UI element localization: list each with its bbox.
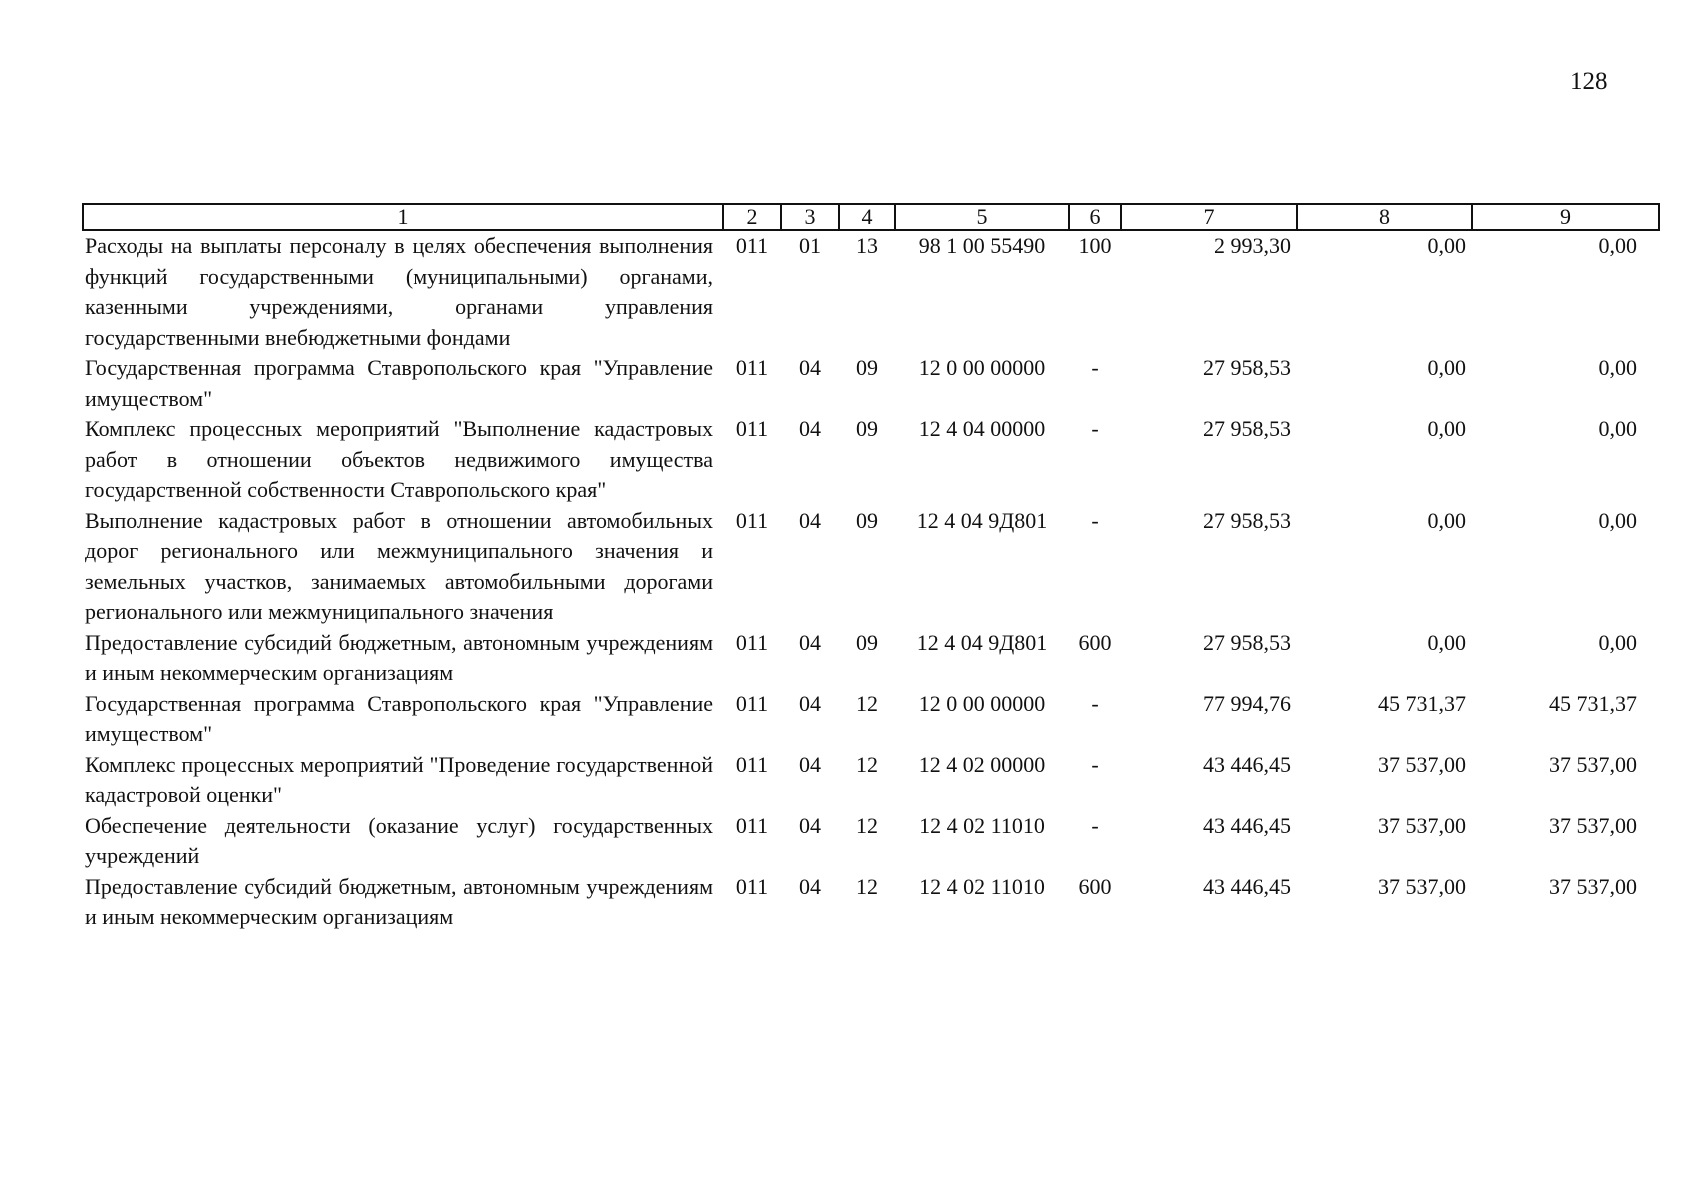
table-row [83, 811, 1659, 872]
row-name: Выполнение кадастровых работ в отношении автомобильных дорог регионального или межмуниципального значения и земельных участков, занимаемых автомобильными дорогами регионального или межмуниципального значения [85, 507, 713, 624]
cell-col5: 12 4 02 11010 [919, 812, 1045, 838]
cell-col8: 0,00 [1427, 416, 1466, 441]
cell-col6: 600 [1078, 873, 1112, 899]
row-name: Предоставление субсидий бюджетным, автономным учреждениям и иным некоммерческим организациям [85, 873, 713, 929]
cell-col7: 27 958,53 [1203, 629, 1291, 655]
cell-col6: - [1091, 355, 1099, 380]
cell-col7: 77 994,76 [1203, 690, 1291, 716]
cell-col2: 011 [735, 751, 769, 777]
column-header: 4 [839, 204, 895, 230]
cell-col7: 43 446,45 [1203, 751, 1291, 777]
column-header: 6 [1069, 204, 1121, 230]
cell-col7: 27 958,53 [1203, 507, 1291, 533]
cell-col9: 37 537,00 [1549, 812, 1637, 838]
cell-col3: 04 [799, 873, 821, 899]
cell-col5: 12 0 00 00000 [918, 355, 1046, 380]
cell-col7: 27 958,53 [1203, 355, 1291, 380]
cell-col4: 12 [856, 812, 878, 838]
cell-col7: 43 446,45 [1203, 812, 1291, 838]
table-header-row [83, 204, 1659, 230]
cell-col8: 0,00 [1427, 507, 1466, 533]
cell-col7: 43 446,45 [1203, 873, 1291, 899]
cell-col2: 011 [735, 690, 769, 716]
cell-col5: 12 4 04 9Д801 [916, 507, 1048, 533]
table-row [83, 506, 1659, 628]
table-row [83, 750, 1659, 811]
cell-col9: 0,00 [1598, 355, 1637, 380]
table-body [83, 230, 1659, 933]
cell-col4: 12 [856, 873, 878, 899]
cell-col5: 12 4 02 00000 [918, 751, 1046, 777]
cell-col7: 2 993,30 [1214, 233, 1291, 258]
table-row [83, 230, 1659, 353]
cell-col3: 04 [799, 355, 821, 380]
cell-col3: 04 [799, 751, 821, 777]
cell-col2: 011 [735, 416, 769, 441]
cell-col4: 13 [856, 233, 878, 258]
cell-col3: 04 [799, 416, 821, 441]
cell-col7: 27 958,53 [1203, 416, 1291, 441]
cell-col8: 37 537,00 [1378, 812, 1466, 838]
cell-col2: 011 [735, 812, 769, 838]
cell-col6: 100 [1078, 233, 1112, 258]
cell-col9: 45 731,37 [1549, 690, 1637, 716]
cell-col3: 01 [799, 233, 821, 258]
cell-col3: 04 [799, 690, 821, 716]
budget-table [82, 203, 1660, 933]
cell-col9: 37 537,00 [1549, 873, 1637, 899]
cell-col5: 12 4 02 11010 [919, 873, 1045, 899]
cell-col5: 12 4 04 00000 [918, 416, 1046, 441]
cell-col9: 0,00 [1598, 629, 1637, 655]
cell-col4: 12 [856, 751, 878, 777]
cell-col3: 04 [799, 812, 821, 838]
cell-col6: - [1091, 812, 1099, 838]
cell-col3: 04 [799, 629, 821, 655]
row-name: Государственная программа Ставропольского края "Управление имуществом" [85, 355, 713, 411]
row-name: Предоставление субсидий бюджетным, автономным учреждениям и иным некоммерческим организациям [85, 629, 713, 685]
cell-col4: 09 [856, 355, 878, 380]
cell-col5: 12 4 04 9Д801 [916, 629, 1048, 655]
cell-col6: - [1091, 690, 1099, 716]
cell-col5: 12 0 00 00000 [918, 690, 1046, 716]
cell-col3: 04 [799, 507, 821, 533]
table-row [83, 689, 1659, 750]
row-name: Обеспечение деятельности (оказание услуг) государственных учреждений [85, 812, 713, 868]
cell-col8: 37 537,00 [1378, 873, 1466, 899]
table-row [83, 628, 1659, 689]
cell-col2: 011 [735, 507, 769, 533]
table-row [83, 872, 1659, 933]
cell-col4: 09 [856, 629, 878, 655]
cell-col4: 09 [856, 416, 878, 441]
table-row [83, 353, 1659, 414]
cell-col6: - [1091, 416, 1099, 441]
cell-col8: 37 537,00 [1378, 751, 1466, 777]
column-header: 1 [83, 204, 723, 230]
cell-col2: 011 [735, 629, 769, 655]
column-header: 5 [895, 204, 1069, 230]
cell-col9: 0,00 [1598, 507, 1637, 533]
cell-col2: 011 [735, 873, 769, 899]
row-name: Комплекс процессных мероприятий "Проведение государственной кадастровой оценки" [85, 751, 713, 807]
cell-col9: 0,00 [1598, 233, 1637, 258]
cell-col4: 12 [856, 690, 878, 716]
column-header: 7 [1121, 204, 1297, 230]
cell-col9: 37 537,00 [1549, 751, 1637, 777]
cell-col8: 0,00 [1427, 629, 1466, 655]
page-number: 128 [1570, 68, 1608, 95]
row-name: Государственная программа Ставропольского края "Управление имуществом" [85, 690, 713, 746]
cell-col8: 0,00 [1427, 233, 1466, 258]
column-header: 3 [781, 204, 839, 230]
cell-col6: - [1091, 507, 1099, 533]
cell-col5: 98 1 00 55490 [918, 233, 1046, 258]
cell-col6: 600 [1078, 629, 1112, 655]
cell-col2: 011 [735, 233, 769, 258]
column-header: 8 [1297, 204, 1472, 230]
cell-col9: 0,00 [1598, 416, 1637, 441]
cell-col8: 0,00 [1427, 355, 1466, 380]
row-name: Расходы на выплаты персоналу в целях обеспечения выполнения функций государственными (муниципальными) органами, казенными учреждениями, органами управления государственными внебюджетными фондами [85, 233, 713, 350]
table-row [83, 414, 1659, 506]
cell-col6: - [1091, 751, 1099, 777]
row-name: Комплекс процессных мероприятий "Выполнение кадастровых работ в отношении объектов недвижимого имущества государственной собственности Ставропольского края" [85, 416, 713, 502]
cell-col4: 09 [856, 507, 878, 533]
column-header: 9 [1472, 204, 1659, 230]
cell-col2: 011 [735, 355, 769, 380]
column-header: 2 [723, 204, 781, 230]
cell-col8: 45 731,37 [1378, 690, 1466, 716]
